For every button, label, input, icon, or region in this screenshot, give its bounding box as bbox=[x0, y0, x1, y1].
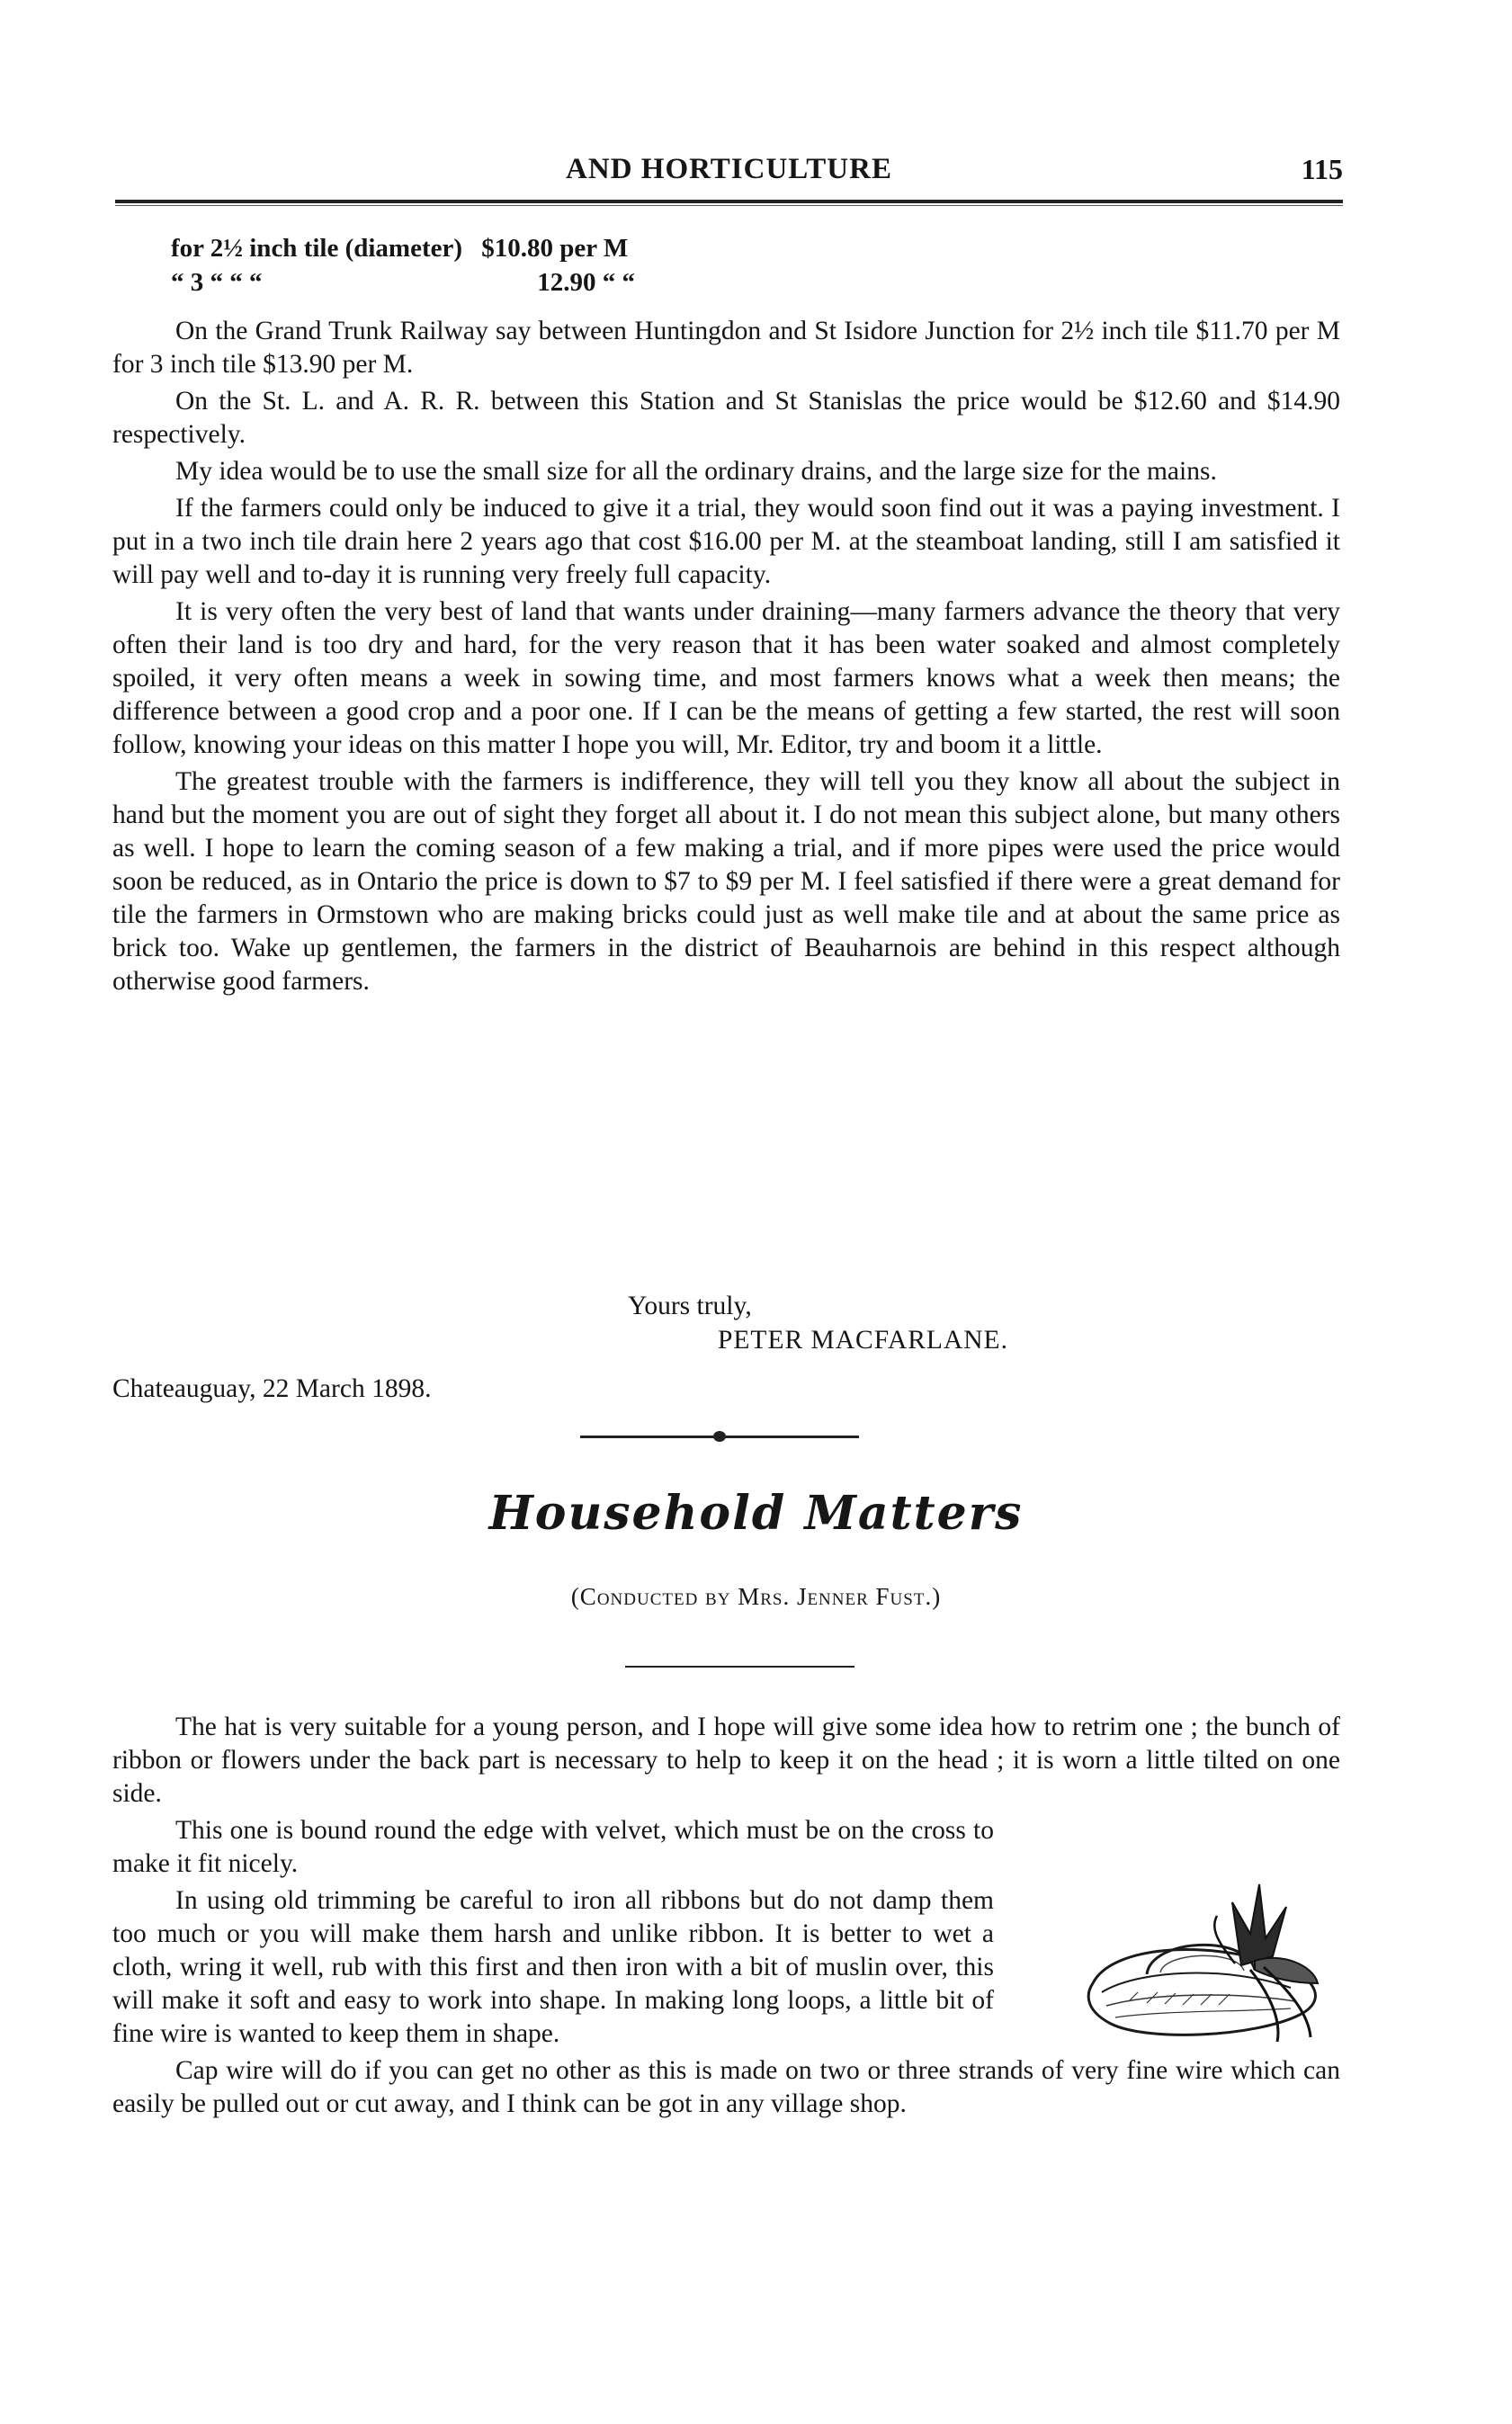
page-number: 115 bbox=[1301, 153, 1343, 185]
letter-paragraph: If the farmers could only be induced to give it a trial, they would soon find out it was a paying investment. I put in a two inch tile drain here 2 years ago that cost $16.00 per M. at the steamboat landing, still I am satisfied it will pay well and to-day it is running very freely full capacity. bbox=[112, 494, 1340, 589]
divider-ornament bbox=[713, 1431, 726, 1442]
household-paragraph: This one is bound round the edge with velvet, which must be on the cross to make it fit nicely. bbox=[112, 1816, 994, 1878]
tile-price-value: 12.90 “ “ bbox=[537, 268, 635, 297]
header-rule bbox=[115, 200, 1343, 203]
running-title: AND HORTICULTURE bbox=[566, 153, 892, 185]
tile-price-value: $10.80 per M bbox=[481, 234, 629, 263]
tile-price-line-1 bbox=[171, 232, 628, 265]
letter-paragraph: On the Grand Trunk Railway say between Huntingdon and St Isidore Junction for 2½ inch tile $11.70 per M for 3 inch tile $13.90 per M. bbox=[112, 317, 1340, 379]
household-paragraph: Cap wire will do if you can get no other as this is made on two or three strands of very fine wire which can easily be pulled out or cut away, and I think can be got in any village shop. bbox=[112, 2056, 1340, 2118]
letter-paragraph: It is very often the very best of land that wants under draining—many farmers advance the theory that very often their land is too dry and hard, for the very reason that it has been water soaked and almost completely spoiled, it very often means a week in sowing time, and most farmers knows what a week then means; the difference between a good crop and a poor one. If I can be the means of getting a few started, the rest will soon follow, knowing your ideas on this matter I hope you will, Mr. Editor, try and boom it a little. bbox=[112, 597, 1340, 759]
household-paragraph: The hat is very suitable for a young person, and I hope will give some idea how to retrim one ; the bunch of ribbon or flowers under the back part is necessary to help to keep it on the head ; it is worn a little tilted on one side. bbox=[112, 1713, 1340, 1808]
section-divider-lower bbox=[625, 1666, 854, 1668]
letter-paragraph: The greatest trouble with the farmers is indifference, they will tell you they know all about the subject in hand but the moment you are out of sight they forget all about it. I do not mean this subject alone, but many others as well. I hope to learn the coming season of a few making a trial, and if more pipes were used the price would soon be reduced, as in Ontario the price is down to $7 to $9 per M. I feel satisfied if there were a great demand for tile the farmers in Ormstown who are making bricks could just as well make tile and at about the same price as brick too. Wake up gentlemen, the farmers in the district of Beauharnois are behind in this respect although otherwise good farmers. bbox=[112, 767, 1340, 996]
header-rule-thin bbox=[115, 205, 1343, 206]
tile-price-label: “ 3 “ “ “ bbox=[171, 268, 263, 297]
letter-signature: PETER MACFARLANE. bbox=[718, 1326, 1008, 1355]
letter-closing: Yours truly, bbox=[628, 1292, 752, 1320]
letter-paragraph: My idea would be to use the small size for all the ordinary drains, and the large size for the mains. bbox=[175, 457, 1217, 486]
hat-illustration-icon bbox=[1075, 1866, 1345, 2064]
running-head bbox=[115, 153, 1343, 198]
section-conductor: (Conducted by Mrs. Jenner Fust.) bbox=[570, 1583, 942, 1610]
letter-body bbox=[112, 315, 1340, 998]
section-title: Household Matters bbox=[488, 1486, 1024, 1541]
household-paragraph: In using old trimming be careful to iron all ribbons but do not damp them too much or you will make them harsh and unlike ribbon. It is better to wet a cloth, wring it well, rub with this first and then iron with a bit of muslin over, this will make it soft and easy to work into shape. In making long loops, a little bit of fine wire is wanted to keep them in shape. bbox=[112, 1886, 994, 2048]
tile-price-label: for 2½ inch tile (diameter) bbox=[171, 234, 463, 263]
tile-price-line-2 bbox=[171, 266, 635, 300]
letter-paragraph: On the St. L. and A. R. R. between this Station and St Stanislas the price would be $12.60 and $14.90 respectively. bbox=[112, 387, 1340, 449]
letter-dateline: Chateauguay, 22 March 1898. bbox=[112, 1374, 432, 1403]
